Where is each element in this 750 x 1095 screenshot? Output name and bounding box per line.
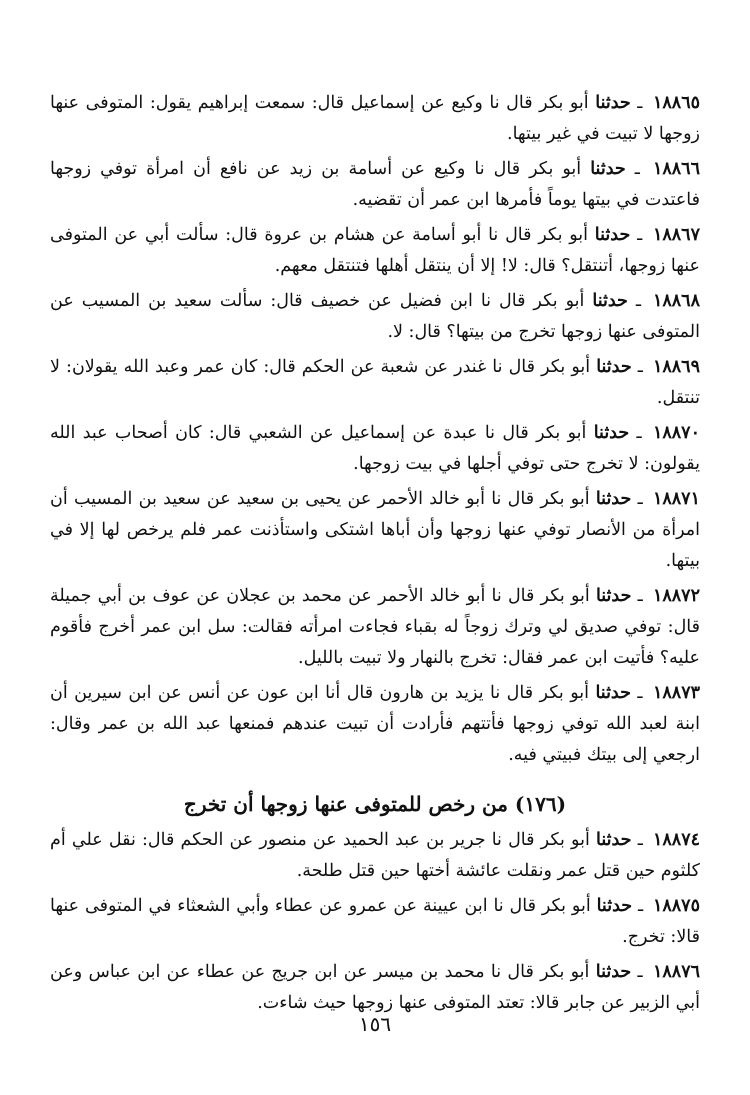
hadith-number: ١٨٨٦٥ [653,93,700,113]
hadith-text: أبو بكر قال نا أبو خالد الأحمر عن يحيى بن سعيد عن سعيد بن المسيب أن امرأة من الأنصار توفي عنها زوجها وأن أباها اشتكى واستأذنت عمر فلم يرخص لها إلا في بيتها. [50,489,700,571]
hadith-lead: حدثنا [595,586,632,606]
hadith-text: أبو بكر قال نا عبدة عن إسماعيل عن الشعبي قال: كان أصحاب عبد الله يقولون: لا تخرج حتى توفي أجلها في بيت زوجها. [50,423,700,474]
hadith-text: أبو بكر قال نا محمد بن ميسر عن ابن جريج عن عطاء عن ابن عباس وعن أبي الزبير عن جابر قالا: تعتد المتوفى عنها زوجها حيث شاءت. [50,962,700,1013]
hadith-entry: ١٨٨٧٦ ـ حدثنا أبو بكر قال نا محمد بن ميسر عن ابن جريج عن عطاء عن ابن عباس وعن أبي الزبير عن جابر قالا: تعتد المتوفى عنها زوجها حيث شاءت. [50,962,700,1013]
hadith-entry: ١٨٨٦٩ ـ حدثنا أبو بكر قال نا غندر عن شعبة عن الحكم قال: كان عمر وعبد الله يقولان: لا تنتقل. [50,357,700,408]
hadith-entry: ١٨٨٧٥ ـ حدثنا أبو بكر قال نا ابن عيينة عن عمرو عن عطاء وأبي الشعثاء في المتوفى عنها قالا: تخرج. [50,896,700,947]
page-body [50,88,700,1048]
hadith-entry: ١٨٨٧٣ ـ حدثنا أبو بكر قال نا يزيد بن هارون قال أنا ابن عون عن أنس عن ابن سيرين أن ابنة لعبد الله توفي زوجها فأتتهم فأرادت أن تبيت عندهم فمنعها عبد الله بن عمر وقال: ارجعي إلى بيتك فبيتي فيه. [50,683,700,765]
hadith-number: ١٨٨٦٦ [652,159,700,179]
hadith-number: ١٨٨٦٧ [652,225,700,245]
hadith-number: ١٨٨٧٦ [653,962,700,982]
hadith-lead: حدثنا [596,830,632,850]
hadith-text: أبو بكر قال نا وكيع عن أسامة بن زيد عن نافع أن امرأة توفي زوجها فاعتدت في بيتها يوماً فأمرها ابن عمر أن تقضيه. [50,159,700,210]
hadith-number: ١٨٨٧٢ [652,586,700,606]
hadith-text: أبو بكر قال نا ابن فضيل عن خصيف قال: سألت سعيد بن المسيب عن المتوفى عنها زوجها تخرج من بيتها؟ قال: لا. [50,291,700,342]
hadith-number: ١٨٨٦٨ [652,291,700,311]
hadith-entry: ١٨٨٦٧ ـ حدثنا أبو بكر قال نا أبو أسامة عن هشام بن عروة قال: سألت أبي عن المتوفى عنها زوجها، أتنتقل؟ قال: لا! إلا أن ينتقل أهلها فتنتقل معهم. [50,225,700,276]
hadith-lead: حدثنا [590,159,626,179]
hadith-text: أبو بكر قال نا ابن عيينة عن عمرو عن عطاء وأبي الشعثاء في المتوفى عنها قالا: تخرج. [50,896,700,947]
hadith-text: أبو بكر قال نا جرير بن عبد الحميد عن منصور عن الحكم قال: نقل علي أم كلثوم حين قتل عمر ونقلت عائشة أختها حين قتل طلحة. [50,830,700,881]
hadith-number: ١٨٨٦٩ [652,357,700,377]
hadith-entry: ١٨٨٦٦ ـ حدثنا أبو بكر قال نا وكيع عن أسامة بن زيد عن نافع أن امرأة توفي زوجها فاعتدت في بيتها يوماً فأمرها ابن عمر أن تقضيه. [50,159,700,210]
page-number: ١٥٦ [358,1012,392,1036]
hadith-text: أبو بكر قال نا أبو خالد الأحمر عن محمد بن عجلان عن عوف بن أبي جميلة قال: توفي صديق لي وترك زوجاً له بقباء فجاءت امرأته فقالت: سل ابن عمر أخرج فأقوم عليه؟ فأتيت ابن عمر فقال: تخرج بالنهار ولا تبيت بالليل. [50,586,700,668]
hadith-lead: حدثنا [594,225,631,245]
hadith-number: ١٨٨٧٤ [653,830,700,850]
hadith-lead: حدثنا [596,896,633,916]
chapter-heading: (١٧٦) من رخص للمتوفى عنها زوجها أن تخرج [183,792,567,816]
entries-before [50,88,700,771]
hadith-lead: حدثنا [595,962,632,982]
hadith-text: أبو بكر قال نا يزيد بن هارون قال أنا ابن عون عن أنس عن ابن سيرين أن ابنة لعبد الله توفي زوجها فأتتهم فأرادت أن تبيت عندهم فمنعها عبد الله بن عمر وقال: ارجعي إلى بيتك فبيتي فيه. [50,683,700,765]
hadith-entry: ١٨٨٧١ ـ حدثنا أبو بكر قال نا أبو خالد الأحمر عن يحيى بن سعيد عن سعيد بن المسيب أن امرأة من الأنصار توفي عنها زوجها وأن أباها اشتكى واستأذنت عمر فلم يرخص لها إلا في بيتها. [50,489,700,571]
hadith-lead: حدثنا [595,489,632,509]
hadith-lead: حدثنا [593,423,630,443]
hadith-number: ١٨٨٧٠ [652,423,700,443]
hadith-lead: حدثنا [592,291,628,311]
hadith-number: ١٨٨٧٣ [653,683,700,703]
hadith-number: ١٨٨٧١ [652,489,700,509]
hadith-entry: ١٨٨٧٢ ـ حدثنا أبو بكر قال نا أبو خالد الأحمر عن محمد بن عجلان عن عوف بن أبي جميلة قال: توفي صديق لي وترك زوجاً له بقباء فجاءت امرأته فقالت: سل ابن عمر أخرج فأقوم عليه؟ فأتيت ابن عمر فقال: تخرج بالنهار ولا تبيت بالليل. [50,586,700,668]
hadith-entry: ١٨٨٦٥ ـ حدثنا أبو بكر قال نا وكيع عن إسماعيل قال: سمعت إبراهيم يقول: المتوفى عنها زوجها لا تبيت في غير بيتها. [50,93,700,144]
hadith-text: أبو بكر قال نا أبو أسامة عن هشام بن عروة قال: سألت أبي عن المتوفى عنها زوجها، أتنتقل؟ قال: لا! إلا أن ينتقل أهلها فتنتقل معهم. [50,225,700,276]
hadith-text: أبو بكر قال نا غندر عن شعبة عن الحكم قال: كان عمر وعبد الله يقولان: لا تنتقل. [50,357,700,408]
hadith-entry: ١٨٨٦٨ ـ حدثنا أبو بكر قال نا ابن فضيل عن خصيف قال: سألت سعيد بن المسيب عن المتوفى عنها زوجها تخرج من بيتها؟ قال: لا. [50,291,700,342]
hadith-lead: حدثنا [596,357,632,377]
hadith-entry: ١٨٨٧٤ ـ حدثنا أبو بكر قال نا جرير بن عبد الحميد عن منصور عن الحكم قال: نقل علي أم كلثوم حين قتل عمر ونقلت عائشة أختها حين قتل طلحة. [50,830,700,881]
hadith-lead: حدثنا [595,683,631,703]
hadith-lead: حدثنا [595,93,631,113]
hadith-text: أبو بكر قال نا وكيع عن إسماعيل قال: سمعت إبراهيم يقول: المتوفى عنها زوجها لا تبيت في غير بيتها. [50,93,700,144]
hadith-entry: ١٨٨٧٠ ـ حدثنا أبو بكر قال نا عبدة عن إسماعيل عن الشعبي قال: كان أصحاب عبد الله يقولون: لا تخرج حتى توفي أجلها في بيت زوجها. [50,423,700,474]
hadith-number: ١٨٨٧٥ [652,896,700,916]
entries-after [50,825,700,1019]
